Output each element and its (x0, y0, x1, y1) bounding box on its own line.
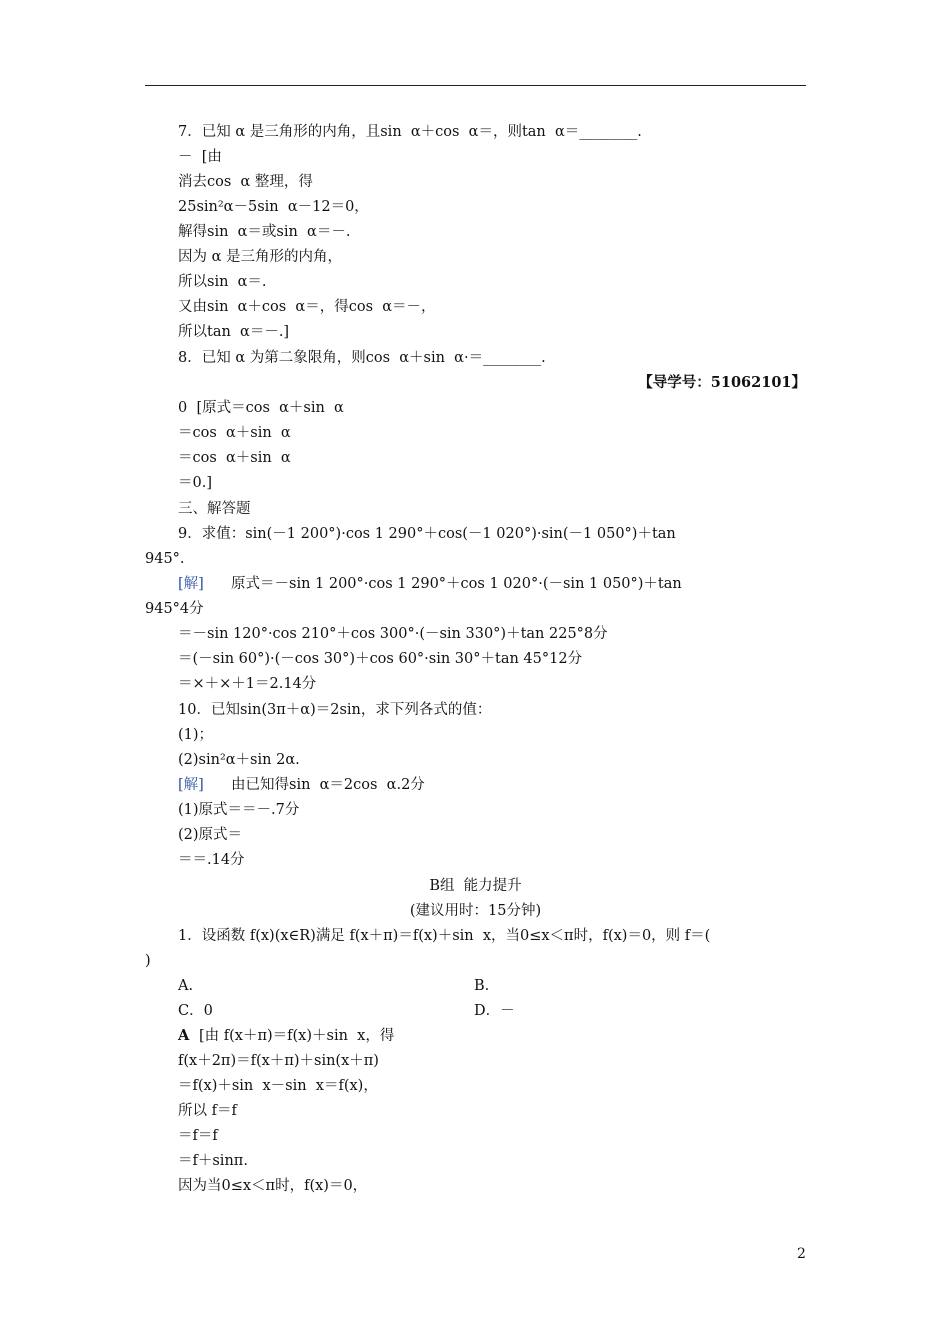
q7-sol-line: 消去cos α 整理，得 (178, 174, 313, 190)
q8-sol-line: ＝0.] (178, 475, 212, 491)
q7-sol-line: 又由sin α＋cos α＝，得cos α＝－， (178, 299, 436, 315)
b1-sol-line: ＝f(x)＋sin x－sin x＝f(x)， (178, 1078, 378, 1094)
b1-answer: A (178, 1027, 190, 1044)
option-b: B. (474, 978, 490, 994)
option-c: C．0 (178, 1003, 213, 1019)
b1-stem-cont: ) (145, 953, 151, 969)
q9-sol-line: 945°4分 (145, 601, 204, 617)
q7-sol-line: 因为 α 是三角形的内角， (178, 249, 343, 265)
solution-tag: [解] (178, 576, 204, 592)
q9-stem: 9．求值：sin(－1 200°)·cos 1 290°＋cos(－1 020°)·sin(－1 050°)＋tan (178, 526, 676, 542)
b1-sol-line: ＝f＝f (178, 1128, 218, 1144)
q7-sol-line: 所以sin α＝. (178, 274, 267, 290)
q7-stem: 7．已知 α 是三角形的内角，且sin α＋cos α＝，则tan α＝________. (178, 124, 642, 140)
q9-sol-line: ＝(－sin 60°)·(－cos 30°)＋cos 60°·sin 30°＋tan 45°12分 (178, 651, 583, 667)
q7-answer: － [由 (178, 149, 222, 165)
solution-tag: [解] (178, 777, 204, 793)
suggested-time: (建议用时：15分钟) (409, 903, 542, 919)
q8-answer: 0 [原式＝cos α＋sin α (178, 400, 344, 416)
q7-sol-line: 解得sin α＝或sin α＝－. (178, 224, 351, 240)
q9-stem-cont: 945°. (145, 551, 185, 567)
b1-sol-line: f(x＋2π)＝f(x＋π)＋sin(x＋π) (178, 1053, 379, 1069)
b1-sol-line: [由 f(x＋π)＝f(x)＋sin x，得 (199, 1028, 395, 1044)
q9-sol-line: ＝×＋×＋1＝2.14分 (178, 676, 317, 692)
q10-stem: 10．已知sin(3π＋α)＝2sin，求下列各式的值： (178, 702, 492, 718)
q10-sol-line: (2)原式＝ (178, 827, 243, 843)
q7-sol-line: 25sin²α－5sin α－12＝0， (178, 199, 369, 215)
q7-sol-line: 所以tan α＝－.] (178, 324, 290, 340)
q10-sol-line: ＝＝.14分 (178, 852, 245, 868)
q9-sol-line: 原式＝－sin 1 200°·cos 1 290°＋cos 1 020°·(－sin 1 050°)＋tan (231, 576, 682, 592)
q10-sol-line: (1)原式＝＝－.7分 (178, 802, 300, 818)
q9-sol-line: ＝－sin 120°·cos 210°＋cos 300°·(－sin 330°)＋tan 225°8分 (178, 626, 608, 642)
q8-stem: 8．已知 α 为第二象限角，则cos α＋sin α·＝________. (178, 350, 546, 366)
q10-sol-line: 由已知得sin α＝2cos α.2分 (231, 777, 425, 793)
b1-sol-line: 所以 f＝f (178, 1103, 237, 1119)
page-number: 2 (797, 1246, 806, 1262)
option-a: A. (178, 978, 194, 994)
q8-sol-line: ＝cos α＋sin α (178, 450, 291, 466)
q10-part1: (1)； (178, 727, 214, 743)
b1-sol-line: ＝f＋sinπ. (178, 1153, 248, 1169)
guide-number: 【导学号：51062101】 (638, 374, 806, 391)
q8-sol-line: ＝cos α＋sin α (178, 425, 291, 441)
q10-part2: (2)sin²α＋sin 2α. (178, 752, 300, 768)
b1-sol-line: 因为当0≤x＜π时，f(x)＝0， (178, 1178, 368, 1194)
group-b-heading: B组 能力提升 (429, 878, 522, 894)
section-heading: 三、解答题 (178, 501, 251, 517)
option-d: D．－ (474, 1003, 515, 1019)
header-rule (145, 85, 806, 86)
b1-stem: 1．设函数 f(x)(x∈R)满足 f(x＋π)＝f(x)＋sin x，当0≤x＜π时，f(x)＝0，则 f＝( (178, 928, 711, 944)
